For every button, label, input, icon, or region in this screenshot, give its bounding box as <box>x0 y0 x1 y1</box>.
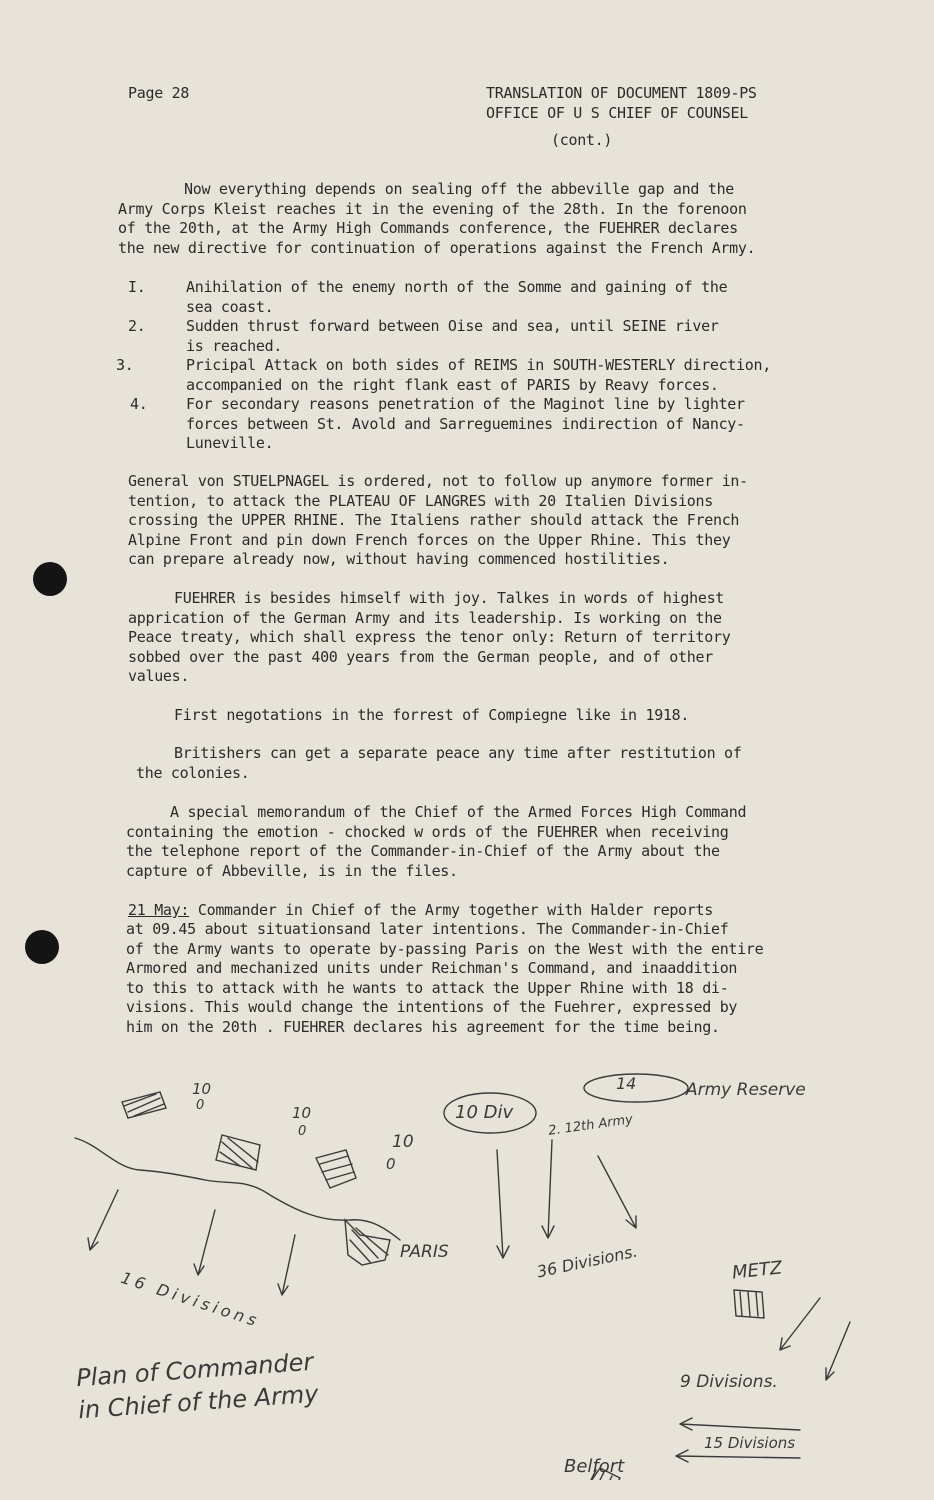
list-number: 2. <box>128 317 146 335</box>
paragraph-4: First negotations in the forrest of Compiegne like in 1918. <box>174 706 690 724</box>
label-text: 0 <box>298 1124 307 1139</box>
sketch-label-0-a <box>196 1098 204 1113</box>
unit-box-2 <box>216 1135 260 1170</box>
continuation-label: (cont.) <box>551 131 613 149</box>
list-number: 4. <box>130 395 148 413</box>
label-text: 0 <box>196 1098 205 1113</box>
unit-box-1 <box>122 1092 166 1118</box>
sketch-label-0-c <box>386 1155 396 1173</box>
sketch-label-9-divisions: 9 Divisions. <box>680 1372 778 1392</box>
label-text: 10 <box>192 1080 212 1098</box>
label-text: 10 <box>292 1104 312 1122</box>
punch-hole-bottom <box>25 930 59 964</box>
unit-box-3 <box>316 1150 356 1188</box>
label-text: 0 <box>386 1155 396 1173</box>
sketch-label-14: 14 <box>616 1074 637 1093</box>
list-number: 3. <box>116 356 134 374</box>
date-21-may: 21 May: <box>128 901 190 919</box>
paragraph-7-first-line <box>128 901 713 921</box>
paragraph-1: Now everything depends on sealing off the abbeville gap and the Army Corps Kleist reaches it in the evening of the 28th. In the forenoon of the 20th, at the Army High Commands conference, the FUEHRER declares the new directive for continuation of operations against the French Army. <box>118 180 756 257</box>
sketch-label-belfort: Belfort <box>564 1456 625 1477</box>
page-number: Page 28 <box>128 84 190 102</box>
front-line <box>75 1138 400 1240</box>
paragraph-5: Britishers can get a separate peace any time after restitution of the colonies. <box>136 744 742 782</box>
sketch-label-0-b <box>298 1124 306 1139</box>
sketch-caption-line-1: Plan of Commander <box>75 1347 315 1393</box>
sketch-label-metz: METZ <box>731 1257 784 1284</box>
sketch-label-paris: PARIS <box>400 1242 449 1262</box>
list-text: Pricipal Attack on both sides of REIMS in SOUTH-WESTERLY direction, accompanied on the right flank east of PARIS by Reavy forces. <box>186 356 771 394</box>
sketch-label-10-b <box>292 1104 311 1122</box>
sketch-label-10-div: 10 Div <box>455 1102 514 1123</box>
sketch-label-10-c <box>392 1132 414 1152</box>
sketch-label-army-group: 2. 12th Army <box>547 1112 634 1139</box>
paragraph-2: General von STUELPNAGEL is ordered, not to follow up anymore former in- tention, to attack the PLATEAU OF LANGRES with 20 Italien Divisions crossing the UPPER RHINE. The Italiens rather should attack the French Alpine Front and pin down French forces on the Upper Rhine. This they can prepare already now, without having commenced hostilities. <box>128 472 748 569</box>
sketch-label-16-divisions: 16 Divisions <box>118 1268 263 1331</box>
list-text: Anihilation of the enemy north of the Somme and gaining of the sea coast. <box>186 278 728 316</box>
document-office: OFFICE OF U S CHIEF OF COUNSEL <box>486 104 748 122</box>
list-text: Sudden thrust forward between Oise and sea, until SEINE river is reached. <box>186 317 719 355</box>
sketch-label-36-divisions: 36 Divisions. <box>535 1241 640 1282</box>
sketch-caption-line-2: in Chief of the Army <box>77 1379 320 1425</box>
paragraph-7: at 09.45 about situationsand later intentions. The Commander-in-Chief of the Army wants to operate by-passing Paris on the West with the entire Armored and mechanized units under Reichman's Command, and inaaddition to this to attack with he wants to attack the Upper Rhine with 18 di- visions. This would change the intentions of the Fuehrer, expressed by him on the 20th . FUEHRER declares his agreement for the time being. <box>126 920 764 1036</box>
label-text: 10 <box>392 1132 414 1152</box>
punch-hole-top <box>33 562 67 596</box>
paragraph-6: A special memorandum of the Chief of the Armed Forces High Command containing the emotion - chocked w ords of the FUEHRER when receiving the telephone report of the Commander-in-Chief of the Army about the capture of Abbeville, is in the files. <box>126 803 747 880</box>
sketch-label-15-divisions: 15 Divisions <box>704 1434 796 1452</box>
list-text: For secondary reasons penetration of the Maginot line by lighter forces between St. Avold and Sarreguemines indirection of Nancy- Luneville. <box>186 395 745 453</box>
paragraph-3: FUEHRER is besides himself with joy. Talkes in words of highest apprication of the German Army and its leadership. Is working on the Peace treaty, which shall express the tenor only: Return of territory sobbed over the past 400 years from the German people, and of other values. <box>128 589 731 686</box>
sketch-label-army-reserve: Army Reserve <box>686 1080 806 1100</box>
document-title: TRANSLATION OF DOCUMENT 1809-PS <box>486 84 757 102</box>
list-number: I. <box>128 278 146 296</box>
paragraph-7-first-line-text: Commander in Chief of the Army together with Halder reports <box>189 901 713 919</box>
sketch-label-10-a <box>192 1080 211 1098</box>
